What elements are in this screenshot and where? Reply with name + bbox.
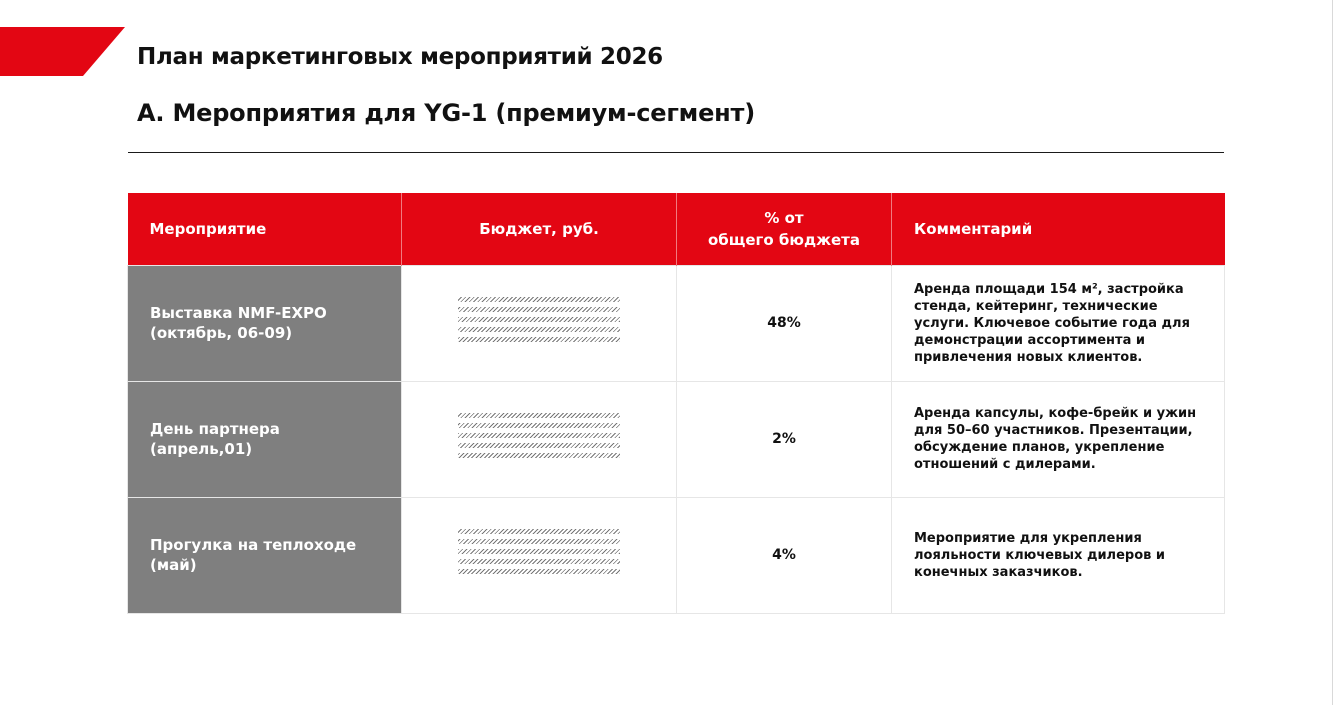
title-divider [128,152,1224,153]
table-row [128,265,1225,381]
column-header-comment: Комментарий [892,193,1225,265]
event-name-cell: День партнера (апрель,01) [128,381,402,497]
column-header-event: Мероприятие [128,193,402,265]
table-row [128,497,1225,613]
share-cell: 2% [677,381,892,497]
redacted-budget-value [458,529,620,577]
events-table [127,193,1225,614]
comment-cell: Аренда капсулы, кофе-брейк и ужин для 50–60 участников. Презентации, обсуждение планов, укрепление отношений с дилерами. [892,381,1225,497]
redacted-budget-value [458,297,620,345]
budget-cell [402,497,677,613]
comment-cell: Мероприятие для укрепления лояльности ключевых дилеров и конечных заказчиков. [892,497,1225,613]
redacted-budget-value [458,413,620,461]
table-row [128,381,1225,497]
column-header-share: % от общего бюджета [677,193,892,265]
column-header-budget: Бюджет, руб. [402,193,677,265]
table-header-row [128,193,1225,265]
budget-cell [402,265,677,381]
event-name-cell: Выставка NMF-EXPO (октябрь, 06-09) [128,265,402,381]
page-title: План маркетинговых мероприятий 2026 [137,44,663,70]
share-cell: 48% [677,265,892,381]
section-subtitle: А. Мероприятия для YG-1 (премиум-сегмент) [137,99,756,127]
event-name-cell: Прогулка на теплоходе (май) [128,497,402,613]
share-cell: 4% [677,497,892,613]
red-accent-shape [0,0,125,76]
comment-cell: Аренда площади 154 м², застройка стенда, кейтеринг, технические услуги. Ключевое событие года для демонстрации ассортимента и привлечения новых клиентов. [892,265,1225,381]
budget-cell [402,381,677,497]
